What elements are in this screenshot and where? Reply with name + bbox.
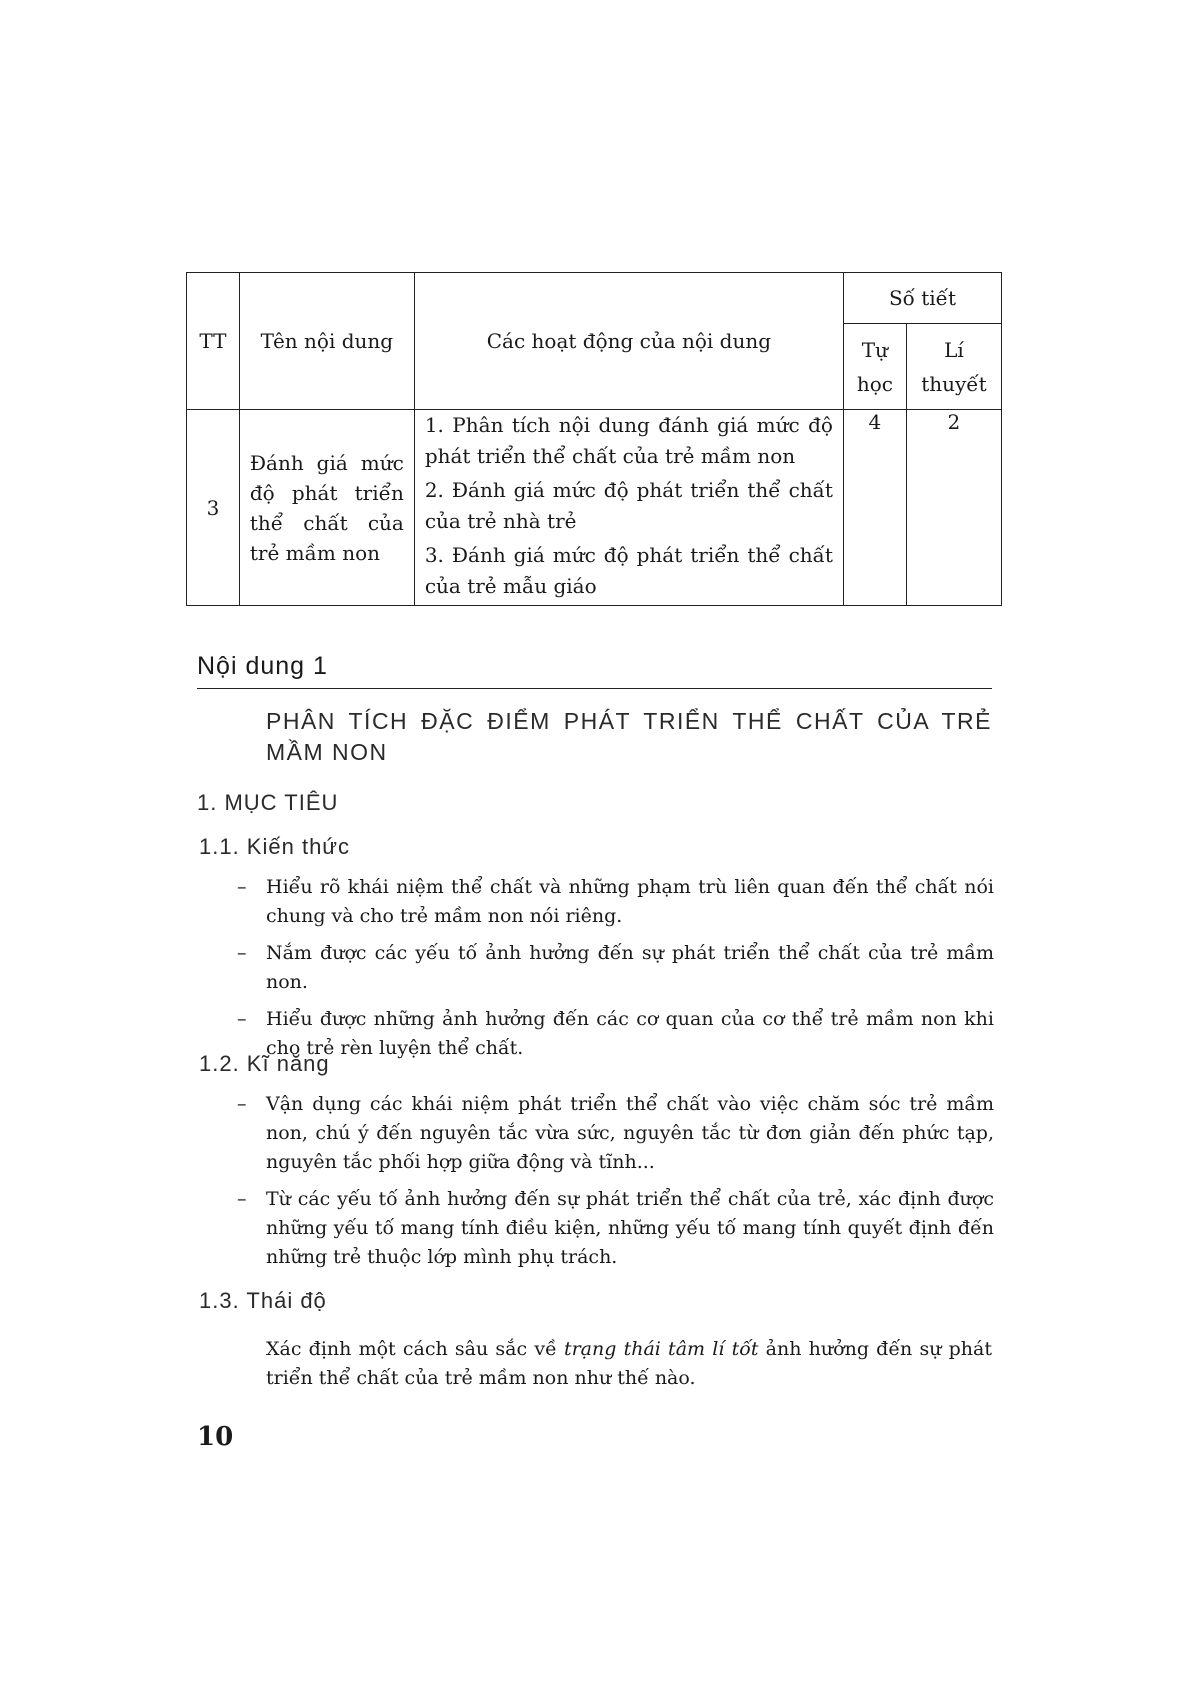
dash-marker: – <box>237 876 247 898</box>
header-tu-hoc-line1: Tự <box>861 337 889 362</box>
activity-3: 3. Đánh giá mức độ phát triển thể chất của trẻ mẫu giáo <box>424 543 833 598</box>
thai-do-emphasis: trạng thái tâm lí tốt <box>563 1338 759 1360</box>
page-number: 10 <box>197 1422 234 1452</box>
list-item-text: Nắm được các yếu tố ảnh hưởng đến sự phát triển thể chất của trẻ mầm non. <box>266 942 994 993</box>
header-hoat-dong: Các hoạt động của nội dung <box>414 273 843 410</box>
header-li-thuyet-line2: thuyết <box>921 371 987 396</box>
muc-tieu-heading: 1. MỤC TIÊU <box>197 790 339 815</box>
thai-do-text-end: ảnh hưởng đến sự phát triển thể chất của trẻ mầm non như thế nào. <box>266 1338 992 1389</box>
header-tu-hoc <box>843 324 906 410</box>
list-item-text: Hiểu rõ khái niệm thể chất và những phạm trù liên quan đến thể chất nói chung và cho trẻ mầm non nói riêng. <box>266 876 994 927</box>
table-header-row <box>187 273 1002 324</box>
header-li-thuyet <box>906 324 1001 410</box>
ki-nang-heading: 1.2. Kĩ năng <box>199 1051 330 1076</box>
content-plan-table <box>186 272 1002 606</box>
list-item-text: Từ các yếu tố ảnh hưởng đến sự phát triển thể chất của trẻ, xác định được những yếu tố mang tính điều kiện, những yếu tố mang tính quyết định đến những trẻ thuộc lớp mình phụ trách. <box>266 1188 994 1268</box>
list-item-text: Hiểu được những ảnh hưởng đến các cơ quan của cơ thể trẻ mầm non khi cho trẻ rèn luyện thể chất. <box>266 1008 994 1059</box>
thai-do-heading: 1.3. Thái độ <box>199 1288 327 1313</box>
activity-1: 1. Phân tích nội dung đánh giá mức độ phát triển thể chất của trẻ mầm non <box>424 413 833 468</box>
row-li-thuyet: 2 <box>906 410 1001 606</box>
dash-marker: – <box>237 1008 247 1030</box>
list-item <box>237 1185 994 1272</box>
list-item <box>237 873 994 931</box>
thai-do-text-start: Xác định một cách sâu sắc về <box>266 1338 564 1360</box>
activity-2: 2. Đánh giá mức độ phát triển thể chất của trẻ nhà trẻ <box>424 478 833 533</box>
header-ten-noi-dung: Tên nội dung <box>239 273 414 410</box>
dash-marker: – <box>237 1093 247 1115</box>
kien-thuc-list <box>237 873 994 1071</box>
table-row <box>187 410 1002 606</box>
list-item <box>237 1090 994 1177</box>
row-tt: 3 <box>187 410 240 606</box>
ki-nang-list <box>237 1090 994 1280</box>
header-so-tiet: Số tiết <box>843 273 1001 324</box>
header-tu-hoc-line2: học <box>856 371 893 396</box>
list-item-text: Vận dụng các khái niệm phát triển thể chất vào việc chăm sóc trẻ mầm non, chú ý đến nguyên tắc vừa sức, nguyên tắc từ đơn giản đến phức tạp, nguyên tắc phối hợp giữa động và tĩnh... <box>266 1093 994 1173</box>
dash-marker: – <box>237 942 247 964</box>
row-activities <box>414 410 843 606</box>
dash-marker: – <box>237 1188 247 1210</box>
list-item <box>237 1005 994 1063</box>
kien-thuc-heading: 1.1. Kiến thức <box>199 834 351 859</box>
row-tu-hoc: 4 <box>843 410 906 606</box>
section-title: PHÂN TÍCH ĐẶC ĐIỂM PHÁT TRIỂN THỂ CHẤT CỦA TRẺ MẦM NON <box>266 708 992 765</box>
heading-divider <box>197 688 992 689</box>
header-tt: TT <box>187 273 240 410</box>
header-li-thuyet-line1: Lí <box>944 337 964 362</box>
noi-dung-heading: Nội dung 1 <box>197 652 328 680</box>
list-item <box>237 939 994 997</box>
thai-do-paragraph <box>266 1335 992 1393</box>
row-ten-noi-dung: Đánh giá mức độ phát triển thể chất của trẻ mầm non <box>239 410 414 606</box>
